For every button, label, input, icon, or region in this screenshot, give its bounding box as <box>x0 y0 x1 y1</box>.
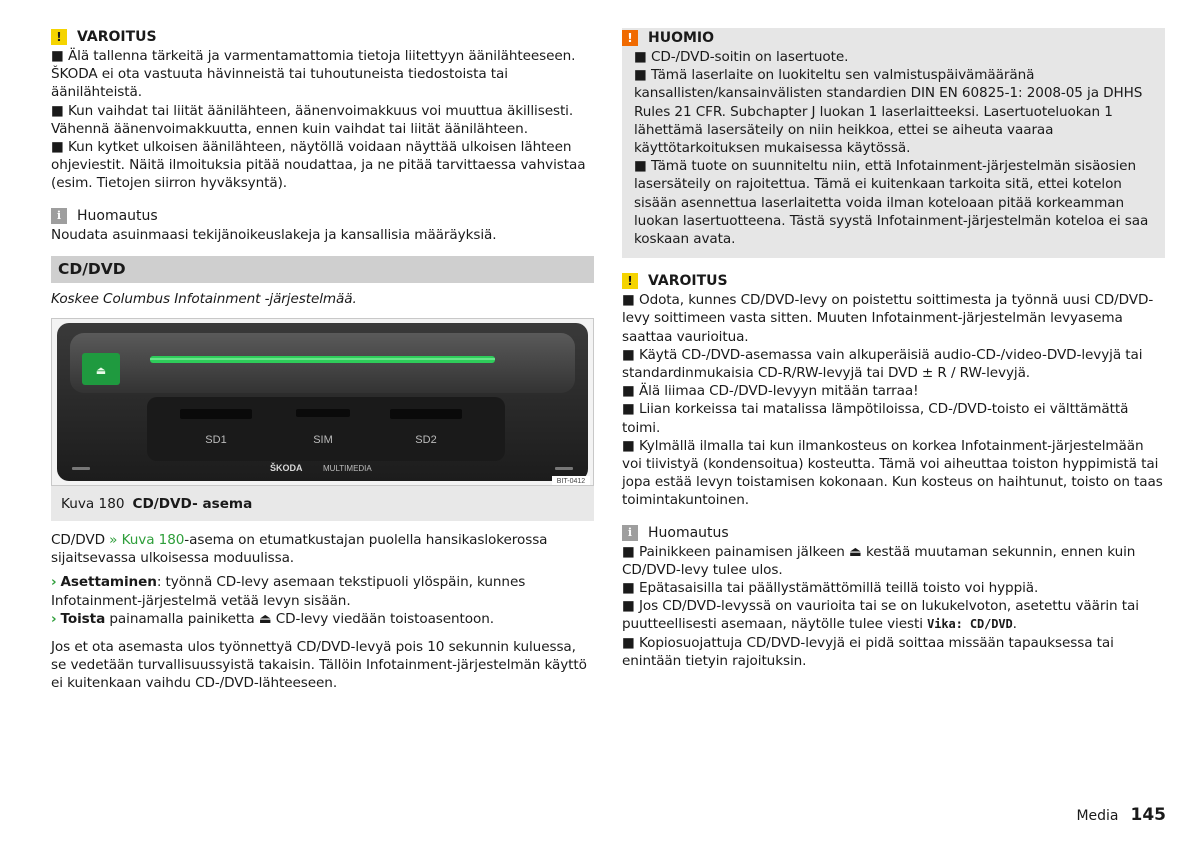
sd2-slot <box>390 409 462 419</box>
warning-item: ■ Kylmällä ilmalla tai kun ilmankosteus on korkea Infotainment-järjestelmään voi tiivistyä (kondensoitua) kosteutta. Tämä voi aiheuttaa toiston hyppimistä tai jopa estää levyn toistamisen kokonaan. Kun kosteus on haihtunut, toisto on taas toimintakuntoinen. <box>622 437 1163 509</box>
note-header <box>622 524 1165 542</box>
caution-icon: ! <box>622 30 638 46</box>
closing-paragraph: Jos et ota asemasta ulos työnnettyä CD/DVD-levyä pois 10 sekunnin kuluessa, se vedetään turvallisuussyistä takaisin. Tällöin Infotainment-järjestelmän käyttö ei kuitenkaan vaihdu CD-/DVD-lähteeseen. <box>51 639 587 692</box>
applies-to-text: Koskee Columbus Infotainment -järjestelmää. <box>51 290 357 307</box>
sim-slot <box>296 409 350 417</box>
warning-item: ■ Kun kytket ulkoisen äänilähteen, näytöllä voidaan näyttää ulkoisen lähteen ohjeviestit. Näitä ilmoituksia pitää noudattaa, ja ne pitää tarvittaessa vahvistaa (esim. Tietojen siirron hyväksyntä). <box>51 139 586 192</box>
sd2-label: SD2 <box>415 434 437 447</box>
step-item <box>51 573 594 609</box>
brand-sub: MULTIMEDIA <box>323 464 372 474</box>
note-item: ■ Painikkeen painamisen jälkeen ⏏ kestää muutaman sekunnin, ennen kuin CD/DVD-levy tulee ulos. <box>622 543 1136 578</box>
page-number: 145 <box>1130 805 1166 825</box>
info-icon: i <box>622 525 638 541</box>
sd1-label: SD1 <box>205 434 227 447</box>
chevron-right-icon: › <box>51 610 57 627</box>
step-text: : työnnä CD-levy asemaan tekstipuoli ylöspäin, kunnes Infotainment-järjestelmä vetää levyn sisään. <box>51 574 526 609</box>
sd1-slot <box>180 409 252 419</box>
step-label: Asettaminen <box>60 574 157 591</box>
caution-item: ■ CD-/DVD-soitin on lasertuote. <box>634 49 849 65</box>
caution-item: ■ Tämä tuote on suunniteltu niin, että Infotainment-järjestelmän sisäosien lasersäteily on rajoitettua. Tämä ei kuitenkaan tarkoita sitä, ettei kotelon sisään asennettua laserlaitetta voida ilman koteloaan pitää korkeamman luokan lasertuotteena. Tästä syystä Infotainment-järjestelmän koteloa ei saa koskaan avata. <box>634 158 1149 248</box>
note-title: Huomautus <box>648 524 729 541</box>
warning-item: ■ Odota, kunnes CD/DVD-levy on poistettu soittimesta ja työnnä uusi CD/DVD-levy soittimeen vasta sitten. Muuten Infotainment-järjestelmän levyasema saattaa vaurioitua. <box>622 292 1154 345</box>
step-item <box>51 610 594 628</box>
caution-header <box>622 28 1165 47</box>
section-title: CD/DVD <box>51 256 594 283</box>
caution-item: ■ Tämä laserlaite on luokiteltu sen valmistuspäivämääränä kansallisten/kansainvälisten standardien DIN EN 60825-1: 2008-05 ja DHHS Rules 21 CFR. Subchapter J luokan 1 laserlaitteeksi. Lasertuoteluokan 1 lähettämä lasersäteily on niin heikkoa, ettei se aiheuta vaaraa käyttötarkoituksen mukaisessa käytössä. <box>634 67 1143 157</box>
warning-item: ■ Liian korkeissa tai matalissa lämpötiloissa, CD-/DVD-toisto ei välttämättä toimi. <box>622 401 1129 436</box>
cd-dvd-drive-figure <box>51 318 594 486</box>
warning-icon: ! <box>51 29 67 45</box>
step-label: Toista <box>60 610 106 627</box>
figure-caption <box>51 486 594 521</box>
left-column <box>51 28 594 693</box>
caution-title: HUOMIO <box>648 30 715 46</box>
right-column <box>622 28 1165 670</box>
eject-symbol: ⏏ <box>95 364 107 378</box>
brand-logo: ŠKODA <box>270 463 303 474</box>
intro-text-2: -asema on etumatkustajan puolella hansikaslokerossa sijaitsevassa ulkoisessa moduulissa. <box>51 532 548 567</box>
steps-list <box>51 573 594 628</box>
note-box-1 <box>51 207 594 244</box>
note-title: Huomautus <box>77 207 158 224</box>
warning-title: VAROITUS <box>77 29 157 45</box>
figure-link[interactable]: » Kuva 180 <box>109 532 185 549</box>
warning-icon: ! <box>622 273 638 289</box>
footer-section: Media <box>1076 808 1119 824</box>
note-text: Noudata asuinmaasi tekijänoikeuslakeja ja kansallisia määräyksiä. <box>51 226 497 243</box>
caption-prefix: Kuva 180 <box>61 495 125 512</box>
intro-text: CD/DVD <box>51 532 110 549</box>
caption-title: CD/DVD- asema <box>132 495 253 512</box>
step-text: painamalla painiketta ⏏ CD-levy viedään toistoasentoon. <box>105 610 494 627</box>
note-item: ■ Kopiosuojattuja CD/DVD-levyjä ei pidä soittaa missään tapauksessa tai enintään tietyin rajoituksin. <box>622 634 1114 669</box>
note-item-text: ■ Jos CD/DVD-levyssä on vaurioita tai se on lukukelvoton, asetettu väärin tai puutteellisesti asemaan, näytölle tulee viesti <box>622 598 1139 633</box>
warning-header <box>622 272 1165 290</box>
note-item: ■ Epätasaisilla tai päällystämättömillä teillä toisto voi hyppiä. <box>622 580 1039 597</box>
display-message: Vika: CD/DVD <box>927 617 1013 632</box>
warning-header <box>51 28 594 46</box>
note-header <box>51 207 594 225</box>
warning-item: ■ Kun vaihdat tai liität äänilähteen, äänenvoimakkuus voi muuttua äkillisesti. Vähennä äänenvoimakkuutta, ennen kuin vaihdat tai liität äänilähteen. <box>51 102 574 137</box>
sim-label: SIM <box>313 434 333 447</box>
note-item-end: . <box>1012 616 1017 633</box>
info-icon: i <box>51 208 67 224</box>
figure-code: BIT-0412 <box>556 478 586 486</box>
cd-dvd-drive-illustration <box>52 319 593 485</box>
warning-item: ■ Älä liimaa CD-/DVD-levyyn mitään tarraa! <box>622 383 919 400</box>
intro-paragraph <box>51 531 594 567</box>
chevron-right-icon: › <box>51 574 57 591</box>
warning-item: ■ Älä tallenna tärkeitä ja varmentamattomia tietoja liitettyyn äänilähteeseen. ŠKODA ei ota vastuuta hävinneistä tai tuhoutuneista tiedostoista tai äänilähteistä. <box>51 48 576 101</box>
warning-box-1 <box>51 28 594 193</box>
note-item <box>622 597 1165 633</box>
warning-box-2 <box>622 272 1165 509</box>
warning-item: ■ Käytä CD-/DVD-asemassa vain alkuperäisiä audio-CD-/video-DVD-levyjä tai standardinmukaisia CD-R/RW-levyjä tai DVD ± R / RW-levyjä. <box>622 346 1143 382</box>
caution-box <box>622 28 1165 258</box>
page-footer <box>1076 805 1166 825</box>
warning-title: VAROITUS <box>648 273 728 290</box>
note-box-2 <box>622 524 1165 670</box>
